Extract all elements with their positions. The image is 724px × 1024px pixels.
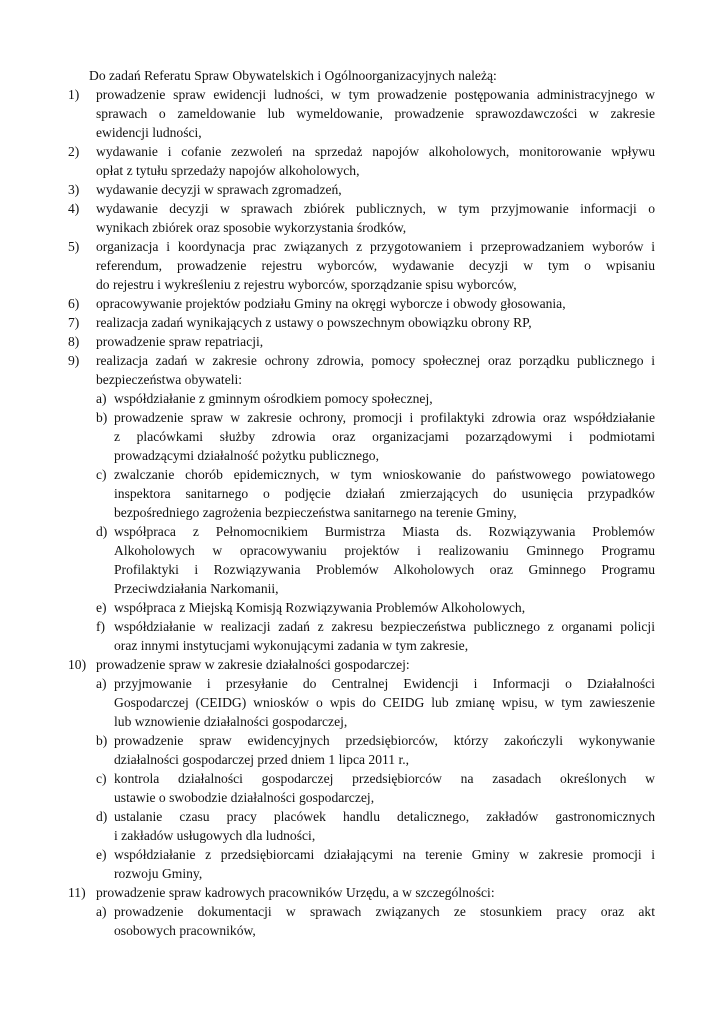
text-line: organizacja i koordynacja prac związanych z przygotowaniem i przeprowadzaniem wyborów i [96,239,655,254]
list-item-text [96,142,655,180]
sub-item-letter: e) [96,847,107,862]
sub-item-text [114,465,655,522]
text-line: zwalczanie chorób epidemicznych, w tym wnioskowanie do państwowego powiatowego [114,467,655,482]
sub-item-letter: a) [96,391,107,406]
text-line: prowadzenie spraw ewidencji ludności, w tym prowadzenie postępowania administracyjnego w [96,87,655,102]
list-item-number: 4) [68,201,80,216]
text-line: prowadzenie dokumentacji w sprawach związanych ze stosunkiem pracy oraz akt [114,904,655,919]
text-line: współdziałanie w realizacji zadań z zakresu bezpieczeństwa publicznego z organami policji [114,619,655,634]
text-line: współpraca z Pełnomocnikiem Burmistrza Miasta ds. Rozwiązywania Problemów [114,524,655,539]
text-line: i zakładów usługowych dla ludności, [114,828,316,843]
sub-item-text [114,902,655,940]
list-item-number: 9) [68,353,80,368]
text-line: oraz innymi instytucjami wykonującymi zadania w tym zakresie, [114,638,469,653]
list-item-text [96,237,655,294]
text-line: opłat z tytułu sprzedaży napojów alkoholowych, [96,163,360,178]
text-line: ewidencji ludności, [96,125,202,140]
sub-item-letter: c) [96,467,107,482]
text-line: wydawanie decyzji w sprawach zbiórek publicznych, w tym przyjmowanie informacji o [96,201,655,216]
text-line: Gospodarczej (CEIDG) wniosków o wpis do CEIDG lub zmianę wpisu, w tym zawieszenie [114,695,655,710]
text-line: współdziałanie z gminnym ośrodkiem pomocy społecznej, [114,391,433,406]
text-line: wydawanie i cofanie zezwoleń na sprzedaż napojów alkoholowych, monitorowanie wpływu [96,144,655,159]
text-line: prowadzącymi działalność pożytku publicznego, [114,448,379,463]
list-item-text [96,313,655,332]
text-line: lub wznowienie działalności gospodarczej, [114,714,348,729]
text-line: referendum, prowadzenie rejestru wyborców, wydawanie decyzji w tym o wpisaniu [96,258,655,273]
text-line: rozwoju Gminy, [114,866,203,881]
text-line: Alkoholowych w opracowywaniu projektów i realizowaniu Gminnego Programu [114,543,655,558]
text-line: realizacja zadań wynikających z ustawy o powszechnym obowiązku obrony RP, [96,315,532,330]
list-item-text [96,180,655,199]
text-line: bezpośredniego zagrożenia bezpieczeństwa sanitarnego na terenie Gminy, [114,505,517,520]
sub-item-letter: d) [96,524,108,539]
sub-item-text [114,408,655,465]
text-line: realizacja zadań w zakresie ochrony zdrowia, pomocy społecznej oraz porządku publicznego i [96,353,655,368]
text-line: współpraca z Miejską Komisją Rozwiązywania Problemów Alkoholowych, [114,600,526,615]
list-item-text [96,85,655,142]
intro-paragraph: Do zadań Referatu Spraw Obywatelskich i Ogólnoorganizacyjnych należą: [89,68,497,83]
list-item-text [96,655,655,674]
list-item-text [96,351,655,389]
text-line: sprawach o zameldowanie lub wymeldowanie, prowadzenie sprawozdawczości w zakresie [96,106,655,121]
text-line: prowadzenie spraw w zakresie działalności gospodarczej: [96,657,410,672]
sub-item-text [114,522,655,598]
text-line: opracowywanie projektów podziału Gminy na okręgi wyborcze i obwody głosowania, [96,296,566,311]
sub-item-text [114,674,655,731]
sub-item-letter: b) [96,733,108,748]
list-item-number: 2) [68,144,80,159]
text-line: współdziałanie z przedsiębiorcami działającymi na terenie Gminy w zakresie promocji i [114,847,655,862]
sub-item-text [114,389,655,408]
text-line: przyjmowanie i przesyłanie do Centralnej Ewidencji i Informacji o Działalności [114,676,655,691]
sub-item-letter: b) [96,410,108,425]
text-line: ustawie o swobodzie działalności gospodarczej, [114,790,375,805]
text-line: prowadzenie spraw repatriacji, [96,334,264,349]
text-line: wydawanie decyzji w sprawach zgromadzeń, [96,182,342,197]
text-line: prowadzenie spraw kadrowych pracowników Urzędu, a w szczególności: [96,885,495,900]
sub-item-letter: a) [96,676,107,691]
list-item-number: 10) [68,657,87,672]
text-line: Profilaktyki i Rozwiązywania Problemów Alkoholowych oraz Gminnego Programu [114,562,655,577]
sub-item-text [114,807,655,845]
list-item-number: 5) [68,239,80,254]
text-line: ustalanie czasu pracy placówek handlu detalicznego, zakładów gastronomicznych [114,809,655,824]
sub-item-letter: a) [96,904,107,919]
list-item-number: 7) [68,315,80,330]
sub-item-letter: f) [96,619,106,634]
text-line: bezpieczeństwa obywateli: [96,372,243,387]
sub-item-text [114,731,655,769]
text-line: prowadzenie spraw w zakresie ochrony, promocji i profilaktyki zdrowia oraz współdziałanie [114,410,655,425]
text-line: inspektora sanitarnego o podjęcie działań zmierzających do usunięcia przypadków [114,486,655,501]
text-line: z placówkami służby zdrowia oraz organizacjami pozarządowymi i podmiotami [114,429,655,444]
text-line: wynikach zbiórek oraz sposobie wykorzystania środków, [96,220,407,235]
text-line: prowadzenie spraw ewidencyjnych przedsiębiorców, którzy zakończyli wykonywanie [114,733,655,748]
sub-item-text [114,845,655,883]
text-line: osobowych pracowników, [114,923,256,938]
list-item-text [96,294,655,313]
sub-item-text [114,617,655,655]
list-item-number: 1) [68,87,80,102]
text-line: działalności gospodarczej przed dniem 1 lipca 2011 r., [114,752,410,767]
list-item-number: 3) [68,182,80,197]
sub-item-letter: c) [96,771,107,786]
text-line: Przeciwdziałania Narkomanii, [114,581,279,596]
list-item-number: 11) [68,885,86,900]
text-line: do rejestru i wykreśleniu z rejestru wyborców, sporządzanie spisu wyborców, [96,277,517,292]
list-item-number: 6) [68,296,80,311]
list-item-text [96,883,655,902]
list-item-text [96,332,655,351]
sub-item-letter: d) [96,809,108,824]
sub-item-letter: e) [96,600,107,615]
list-item-number: 8) [68,334,80,349]
sub-item-text [114,598,655,617]
list-item-text [96,199,655,237]
text-line: kontrola działalności gospodarczej przedsiębiorców na zasadach określonych w [114,771,655,786]
sub-item-text [114,769,655,807]
